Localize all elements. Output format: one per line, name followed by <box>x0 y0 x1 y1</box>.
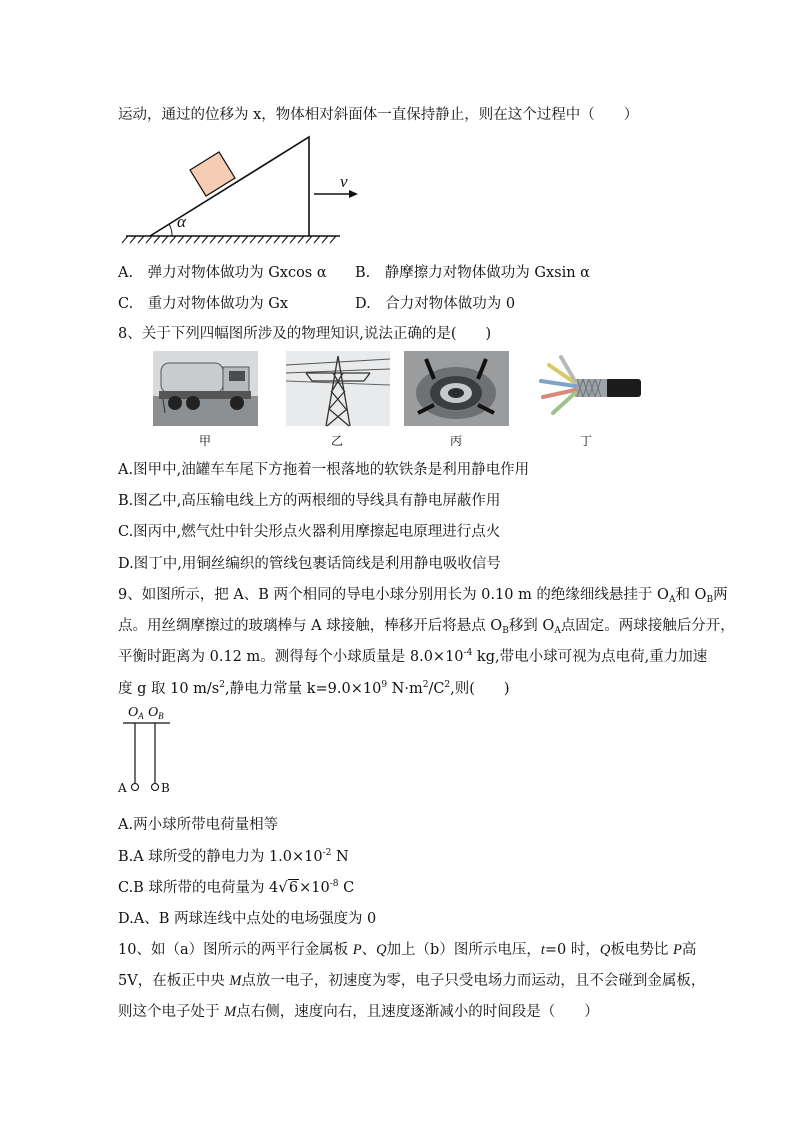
q9-stem-line3: 平衡时距离为 0.12 m。测得每个小球质量是 $8.0\times 10^{-4}$ kg,带电小球可视为点电荷,重力加速 <box>118 648 708 665</box>
q7-option-b: B. 静摩擦力对物体做功为 Gxsin α <box>355 265 590 281</box>
q8-option-b: B.图乙中,高压输电线上方的两根细的导线具有静电屏蔽作用 <box>118 493 501 509</box>
q7-option-c: C. 重力对物体做功为 Gx <box>118 296 289 312</box>
q10-stem-line3: 则这个电子处于 M点右侧，速度向右，且速度逐渐减小的时间段是（ ） <box>118 1004 599 1020</box>
power-tower-image <box>286 351 390 426</box>
q8-stem: 8、关于下列四幅图所涉及的物理知识,说法正确的是( ) <box>118 326 492 342</box>
q9-stem-line2: 点。用丝绸摩擦过的玻璃棒与 A 球接触，棒移开后将悬点 $O_B$移到 $O_A$点固定。两球接触后分开， <box>118 618 735 636</box>
ball-b <box>152 784 159 791</box>
label-b: B <box>161 781 170 795</box>
caption-ding: 丁 <box>579 434 592 448</box>
ball-a <box>132 784 139 791</box>
q9-option-a: A.两小球所带电荷量相等 <box>118 817 279 833</box>
q7-option-d: D. 合力对物体做功为 0 <box>355 296 516 312</box>
alpha-label: α <box>177 212 186 231</box>
q8-option-a: A.图甲中,油罐车车尾下方拖着一根落地的软铁条是利用静电作用 <box>118 462 530 478</box>
q9-option-d: D.A、B 两球连线中点处的电场强度为 0 <box>118 911 377 927</box>
q7-option-a: A. 弹力对物体做功为 Gxcos α <box>118 265 327 281</box>
label-oa: $O_A$ <box>128 705 144 721</box>
caption-bing: 丙 <box>449 434 462 448</box>
q9-stem-line1: 9、如图所示，把 A、B 两个相同的导电小球分别用长为 0.10 m 的绝缘细线悬挂于 $O_A$和 $O_B$两 <box>118 587 728 605</box>
q9-stem-line4: 度 g 取 10 $m/s^2$,静电力常量 $k=9.0\times 10^9$ $N\cdot m^2/C^2$,则( ) <box>118 680 510 697</box>
q7-stem: 运动，通过的位移为 x，物体相对斜面体一直保持静止，则在这个过程中（ ） <box>118 107 639 123</box>
q8-option-d: D.图丁中,用铜丝编织的管线包裹话筒线是利用静电吸收信号 <box>118 556 501 572</box>
q8-option-c: C.图丙中,燃气灶中针尖形点火器利用摩擦起电原理进行点火 <box>118 524 501 540</box>
caption-jia: 甲 <box>198 434 211 448</box>
q10-stem-line1: 10、如（a）图所示的两平行金属板 P、Q加上（b）图所示电压，t=0 时，Q板电势比 P高 <box>118 942 697 958</box>
label-ob: $O_B$ <box>148 705 164 721</box>
label-a: A <box>118 781 127 795</box>
q10-stem-line2: 5V，在板正中央 M点放一电子，初速度为零，电子只受电场力而运动，且不会碰到金属板， <box>118 973 706 989</box>
q9-option-c: C.B 球所带的电荷量为 $4√6\times 10^{-8}$ C <box>118 878 355 896</box>
incline-figure <box>118 132 348 247</box>
q9-option-b: B.A 球所受的静电力为 $1.0\times 10^{-2}$ N <box>118 848 349 865</box>
block-shape <box>190 152 235 196</box>
gas-stove-image <box>404 351 509 426</box>
tanker-truck-image <box>153 351 258 426</box>
caption-yi: 乙 <box>330 434 343 448</box>
velocity-label: v <box>340 172 348 191</box>
shielded-cable-image <box>535 351 641 426</box>
